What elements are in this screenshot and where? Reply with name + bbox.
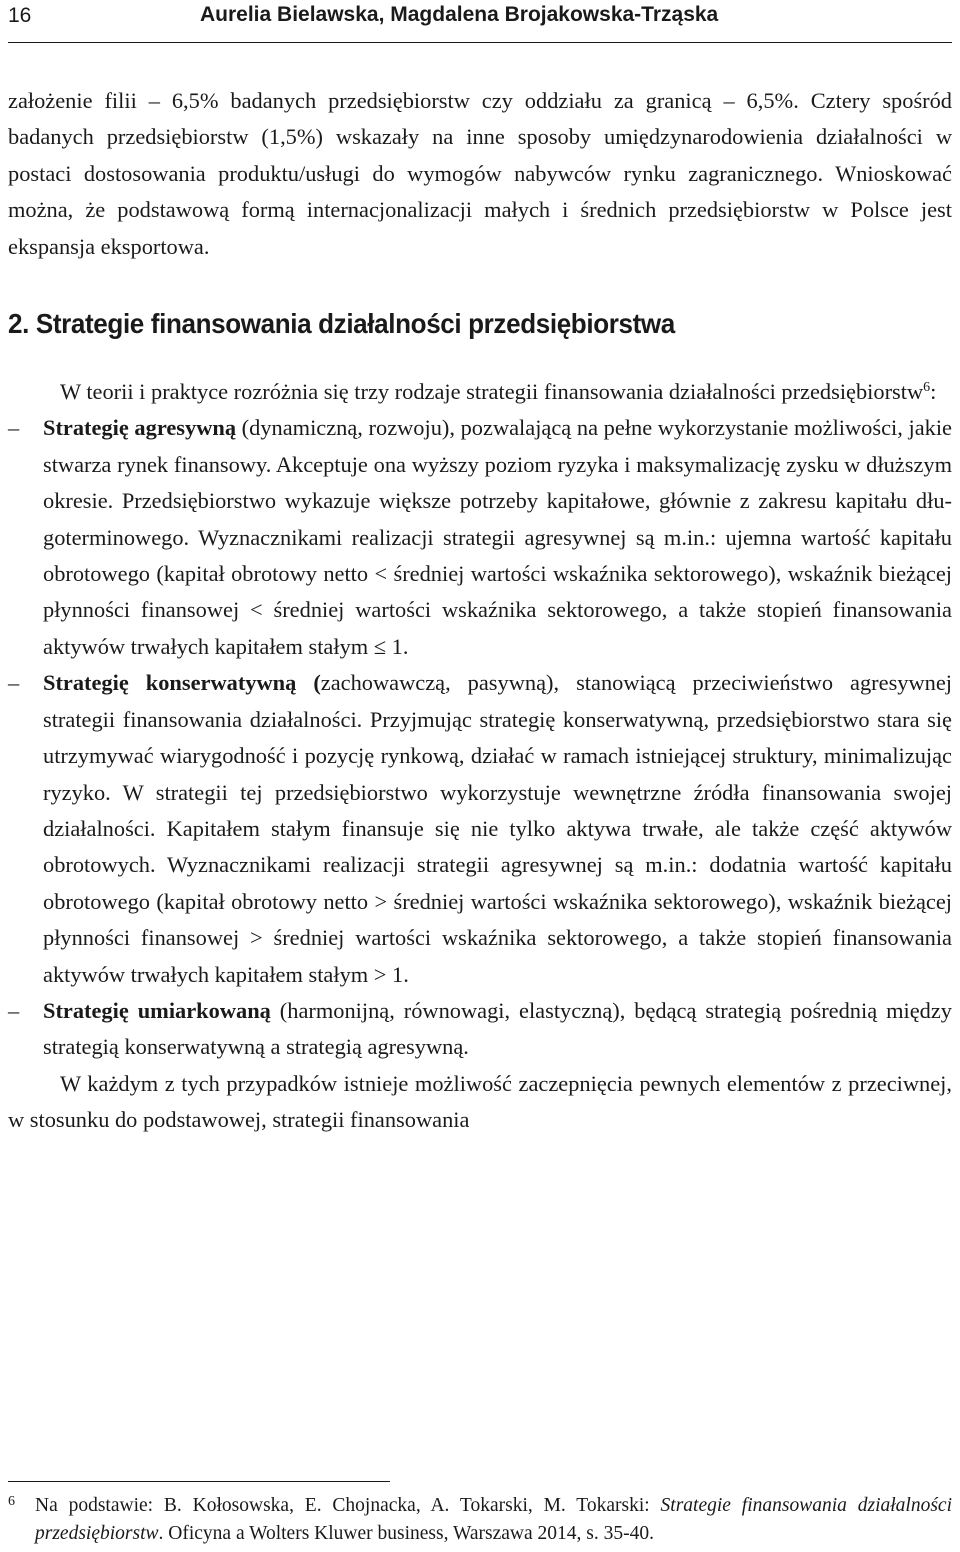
list-dash: –	[8, 997, 20, 1023]
strategy-description: (harmonijną, równowagi, elastyczną), będącą strategią pośrednią między strategią konserwatywną a strategią agresywną.	[43, 997, 952, 1060]
strategy-description: zachowawczą, pasywną), stanowiącą przeciwieństwo agresywnej strategii finansowania działalności. Przyjmując strategię konserwatywną, przedsiębiorstwo stara się utrzymywać wiarygodność i pozycję rynkową, działać w ramach istniejącej struktury, minimalizując ryzyko. W strategii tej przedsiębiorstwo wykorzystuje wewnętrzne źródła finansowania swojej działalności. Kapitałem stałym finansuje się nie tylko aktywa trwałe, ale także część aktywów obrotowych. Wyznacznikami realizacji strategii agresywnej są m.in.: dodatnia wartość kapitału obrotowego (kapitał obrotowy netto > średniej wartości wskaźnika sektorowego), wskaźnik bieżącej płynności finansowej > średniej wartości wskaźnika sektorowego, a także stopień finansowania aktywów trwałych kapitałem stałym > 1.	[43, 670, 953, 987]
footnote-ref: 6	[923, 380, 931, 396]
intro-paragraph: założenie filii – 6,5% badanych przedsiębiorstw czy oddziału za granicą – 6,5%. Cztery spośród badanych przedsiębiorstw (1,5%) wskazały na inne sposoby umiędzynarodowienia działalności w postaci dostosowania produktu/usługi do wymogów nabywców rynku zagranicznego. Wnioskować można, że podstawową formą internacjonalizacji małych i średnich przedsiębiorstw w Polsce jest ekspansja eksportowa.	[8, 88, 952, 259]
list-dash: –	[8, 415, 20, 441]
footnote-suffix: . Oficyna a Wolters Kluwer business, Warszawa 2014, s. 35-40.	[158, 1523, 654, 1544]
header-rule	[8, 42, 952, 43]
running-head: Aurelia Bielawska, Magdalena Brojakowska-Trząska	[200, 3, 719, 26]
page-body	[8, 83, 952, 1139]
list-item	[8, 410, 952, 665]
page-number: 16	[8, 4, 32, 27]
strategy-list	[8, 410, 952, 1065]
footnote-rule	[8, 1481, 390, 1482]
section-lead	[8, 374, 952, 410]
footnote-title: Strategie finansowania działalności przedsiębiorstw	[35, 1495, 952, 1544]
footnote-prefix: Na podstawie: B. Kołosowska, E. Chojnacka, A. Tokarski, M. Tokarski:	[35, 1495, 661, 1516]
section-lead-suffix: :	[930, 379, 937, 405]
list-item	[8, 665, 952, 993]
page-header	[0, 0, 960, 44]
footnote-text	[8, 1492, 952, 1548]
list-item	[8, 993, 952, 1066]
footnote-mark: 6	[8, 1494, 15, 1509]
list-dash: –	[8, 670, 20, 696]
section-heading: 2. Strategie finansowania działalności przedsiębiorstwa	[8, 308, 675, 340]
footnote	[8, 1492, 952, 1548]
strategy-term: Strategię agresywną	[43, 415, 237, 441]
section-lead-text: W teorii i praktyce rozróżnia się trzy rodzaje strategii finansowania działalności przedsiębiorstw	[60, 379, 924, 405]
strategy-description: (dynamiczną, rozwoju), pozwalającą na pełne wykorzystanie możliwości, jakie stwarza rynek finansowy. Akceptuje ona wyższy poziom ryzyka i maksymalizację zysku w dłuższym okresie. Przedsiębiorstwo wykazuje większe potrzeby kapitałowe, głównie z zakresu kapitału długoterminowego. Wyznacznikami realizacji strategii agresywnej są m.in.: ujemna wartość kapitału obrotowego (kapitał obrotowy netto < średniej wartości wskaźnika sektorowego), wskaźnik bieżącej płynności finansowej < średniej wartości wskaźnika sektorowego, a także stopień finansowania aktywów trwałych kapitałem stałym ≤ 1.	[43, 415, 952, 659]
closing-paragraph: W każdym z tych przypadków istnieje możliwość zaczepnięcia pewnych elementów z przeciwnej, w stosunku do podstawowej, strategii finansowania	[8, 1070, 952, 1133]
strategy-term: Strategię konserwatywną (	[43, 670, 321, 696]
strategy-term: Strategię umiarkowaną	[43, 997, 271, 1023]
